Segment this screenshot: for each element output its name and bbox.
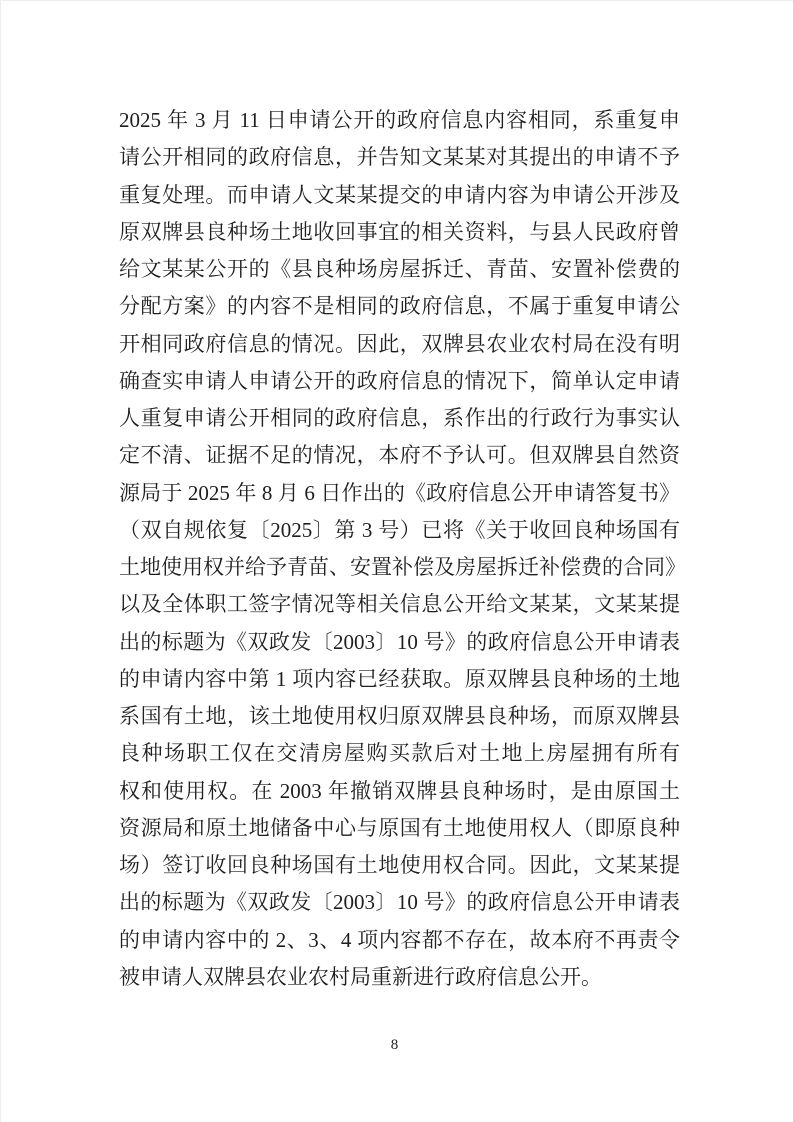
text-line: 2025 年 3 月 11 日申请公开的政府信息内容相同，系重复申 <box>119 108 680 132</box>
text-line: 确查实申请人申请公开的政府信息的情况下，简单认定申请 <box>119 368 680 393</box>
text-line: 定不清、证据不足的情况，本府不予认可。但双牌县自然资 <box>119 443 680 468</box>
page-number: 8 <box>390 1037 399 1053</box>
text-line: 请公开相同的政府信息，并告知文某某对其提出的申请不予 <box>119 145 680 170</box>
text-line: 以及全体职工签字情况等相关信息公开给文某某，文某某提 <box>119 592 680 617</box>
text-line: 土地使用权并给予青苗、安置补偿及房屋拆迁补偿费的合同》 <box>119 555 686 579</box>
text-line: 给文某某公开的《县良种场房屋拆迁、青苗、安置补偿费的 <box>119 257 680 281</box>
text-line: 的申请内容中第 1 项内容已经获取。原双牌县良种场的土地 <box>119 666 680 691</box>
text-line: 重复处理。而申请人文某某提交的申请内容为申请公开涉及 <box>119 182 680 207</box>
text-line: 人重复申请公开相同的政府信息，系作出的行政行为事实认 <box>119 406 680 430</box>
text-line: 资源局和原土地储备中心与原国有土地使用权人（即原良种 <box>119 815 680 840</box>
text-line: 被申请人双牌县农业农村局重新进行政府信息公开。 <box>119 964 602 989</box>
text-line: 原双牌县良种场土地收回事宜的相关资料，与县人民政府曾 <box>119 219 680 244</box>
text-line: 开相同政府信息的情况。因此，双牌县农业农村局在没有明 <box>119 331 680 356</box>
text-line: 源局于 2025 年 8 月 6 日作出的《政府信息公开申请答复书》 <box>119 480 680 505</box>
text-line: 良种场职工仅在交清房屋购买款后对土地上房屋拥有所有 <box>119 741 680 766</box>
text-line: 权和使用权。在 2003 年撤销双牌县良种场时，是由原国土 <box>119 778 680 803</box>
text-line: 系国有土地，该土地使用权归原双牌县良种场，而原双牌县 <box>119 704 680 728</box>
text-line: 分配方案》的内容不是相同的政府信息，不属于重复申请公 <box>119 294 680 319</box>
text-line: 场）签订收回良种场国有土地使用权合同。因此，文某某提 <box>119 853 680 877</box>
text-line: （双自规依复〔2025〕第 3 号）已将《关于收回良种场国有 <box>119 517 680 542</box>
body-text <box>119 102 686 996</box>
text-line: 的申请内容中的 2、3、4 项内容都不存在，故本府不再责令 <box>119 927 680 952</box>
text-line: 出的标题为《双政发〔2003〕10 号》的政府信息公开申请表 <box>119 890 680 915</box>
text-line: 出的标题为《双政发〔2003〕10 号》的政府信息公开申请表 <box>119 629 680 654</box>
